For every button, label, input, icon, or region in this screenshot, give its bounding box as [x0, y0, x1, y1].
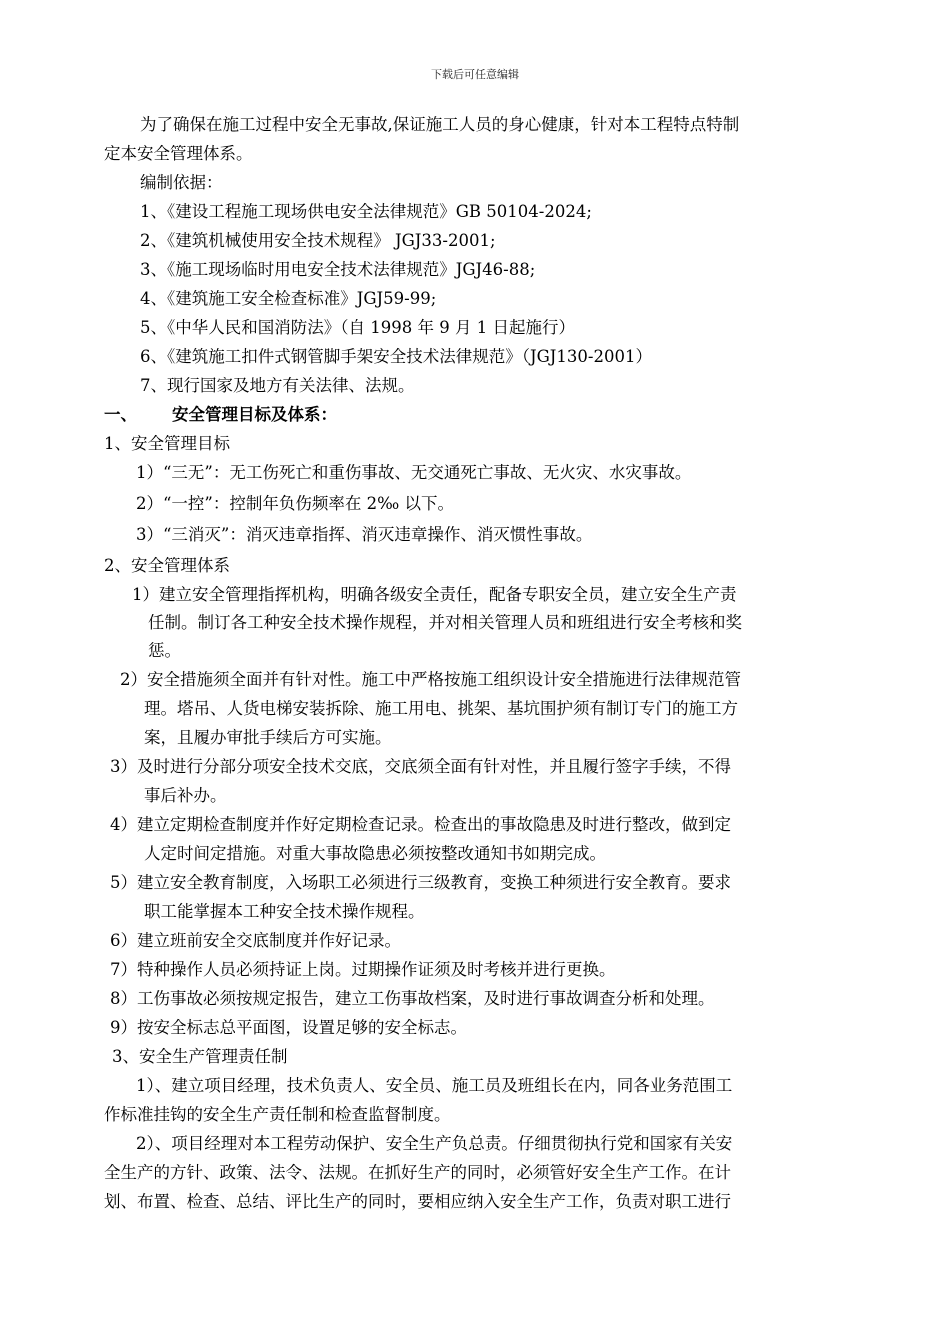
intro-line: 为了确保在施工过程中安全无事故,保证施工人员的身心健康，针对本工程特点特制 — [140, 115, 740, 134]
responsibility-line: 1）、建立项目经理，技术负责人、安全员、施工员及班组长在内，同各业务范围工 — [136, 1076, 733, 1095]
basis-item: 5、《中华人民和国消防法》（自 1998 年 9 月 1 日起施行） — [140, 318, 575, 337]
basis-item: 1、《建设工程施工现场供电安全法律规范》GB 50104-2024; — [140, 202, 592, 221]
intro-line: 定本安全管理体系。 — [104, 144, 253, 163]
basis-title: 编制依据： — [140, 173, 223, 192]
page-header: 下载后可任意编辑 — [431, 68, 519, 81]
system-line: 8）工伤事故必须按规定报告，建立工伤事故档案，及时进行事故调查分析和处理。 — [110, 989, 715, 1008]
basis-item: 6、《建筑施工扣件式钢管脚手架安全技术法律规范》（JGJ130-2001） — [140, 347, 652, 366]
system-line: 人定时间定措施。对重大事故隐患必须按整改通知书如期完成。 — [144, 844, 606, 863]
system-line: 任制。制订各工种安全技术操作规程，并对相关管理人员和班组进行安全考核和奖 — [148, 613, 742, 632]
system-line: 惩。 — [148, 641, 181, 660]
section-number: 一、 — [104, 405, 137, 424]
system-line: 5）建立安全教育制度，入场职工必须进行三级教育，变换工种须进行安全教育。要求 — [110, 873, 731, 892]
system-line: 9）按安全标志总平面图，设置足够的安全标志。 — [110, 1018, 467, 1037]
goal-item: 3）“三消灭”：消灭违章指挥、消灭违章操作、消灭惯性事故。 — [136, 525, 593, 544]
system-line: 案，且履办审批手续后方可实施。 — [144, 728, 392, 747]
subsection-title: 3、安全生产管理责任制 — [112, 1047, 288, 1066]
system-line: 事后补办。 — [144, 786, 227, 805]
goal-item: 1）“三无”：无工伤死亡和重伤事故、无交通死亡事故、无火灾、水灾事故。 — [136, 463, 692, 482]
system-line: 4）建立定期检查制度并作好定期检查记录。检查出的事故隐患及时进行整改，做到定 — [110, 815, 731, 834]
system-line: 2）安全措施须全面并有针对性。施工中严格按施工组织设计安全措施进行法律规范管 — [120, 670, 741, 689]
goal-item: 2）“一控”：控制年负伤频率在 2‰ 以下。 — [136, 494, 454, 513]
basis-item: 2、《建筑机械使用安全技术规程》 JGJ33-2001; — [140, 231, 496, 250]
basis-item: 4、《建筑施工安全检查标准》JGJ59-99; — [140, 289, 437, 308]
subsection-title: 1、安全管理目标 — [104, 434, 230, 453]
basis-item: 7、现行国家及地方有关法律、法规。 — [140, 376, 415, 395]
responsibility-line: 2）、项目经理对本工程劳动保护、安全生产负总责。仔细贯彻执行党和国家有关安 — [136, 1134, 733, 1153]
responsibility-line: 作标准挂钩的安全生产责任制和检查监督制度。 — [104, 1105, 451, 1124]
responsibility-line: 划、布置、检查、总结、评比生产的同时，要相应纳入安全生产工作，负责对职工进行 — [104, 1192, 731, 1211]
system-line: 3）及时进行分部分项安全技术交底，交底须全面有针对性，并且履行签字手续，不得 — [110, 757, 731, 776]
basis-item: 3、《施工现场临时用电安全技术法律规范》JGJ46-88; — [140, 260, 536, 279]
section-title: 安全管理目标及体系： — [172, 405, 337, 424]
system-line: 1）建立安全管理指挥机构，明确各级安全责任，配备专职安全员，建立安全生产责 — [132, 585, 737, 604]
system-line: 职工能掌握本工种安全技术操作规程。 — [144, 902, 425, 921]
system-line: 6）建立班前安全交底制度并作好记录。 — [110, 931, 401, 950]
system-line: 理。塔吊、人货电梯安装拆除、施工用电、挑架、基坑围护须有制订专门的施工方 — [144, 699, 738, 718]
subsection-title: 2、安全管理体系 — [104, 556, 230, 575]
system-line: 7）特种操作人员必须持证上岗。过期操作证须及时考核并进行更换。 — [110, 960, 616, 979]
responsibility-line: 全生产的方针、政策、法令、法规。在抓好生产的同时，必须管好安全生产工作。在计 — [104, 1163, 731, 1182]
